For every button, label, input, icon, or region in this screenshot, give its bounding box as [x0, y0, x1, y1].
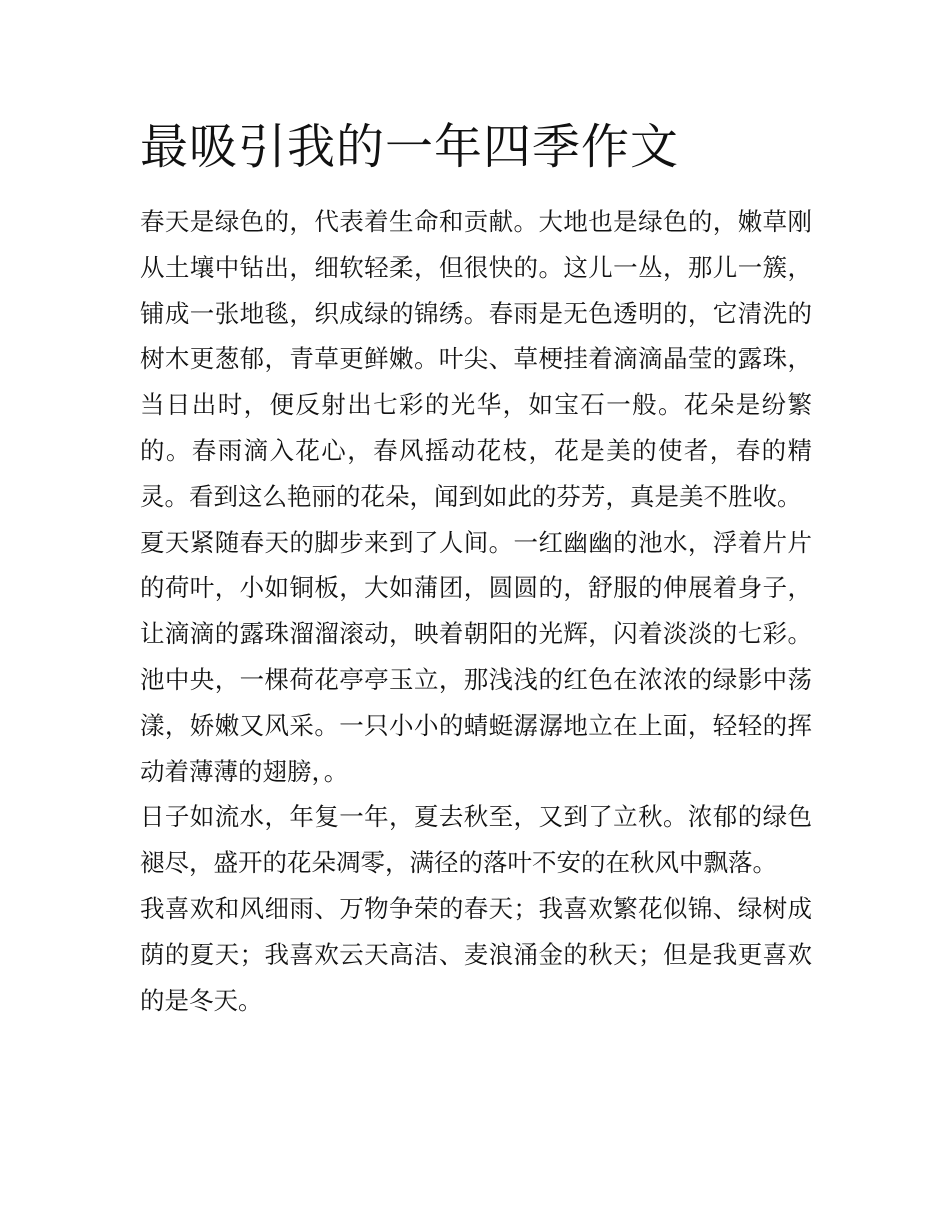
paragraph-spring: 春天是绿色的，代表着生命和贡献。大地也是绿色的，嫩草刚从土壤中钻出，细软轻柔，但很快的。这儿一丛，那儿一簇，铺成一张地毯，织成绿的锦绣。春雨是无色透明的，它清洗的树木更葱郁，青草更鲜嫩。叶尖、草梗挂着滴滴晶莹的露珠，当日出时，便反射出七彩的光华，如宝石一般。花朵是纷繁的。春雨滴入花心，春风摇动花枝，花是美的使者，春的精灵。看到这么艳丽的花朵，闻到如此的芬芳，真是美不胜收。 [140, 207, 812, 511]
paragraph-conclusion: 我喜欢和风细雨、万物争荣的春天；我喜欢繁花似锦、绿树成荫的夏天；我喜欢云天高洁、麦浪涌金的秋天；但是我更喜欢的是冬天。 [140, 893, 812, 1015]
document-body [140, 199, 812, 1023]
paragraph-autumn: 日子如流水，年复一年，夏去秋至，又到了立秋。浓郁的绿色褪尽，盛开的花朵凋零，满径的落叶不安的在秋风中飘落。 [140, 802, 812, 878]
paragraph-summer: 夏天紧随春天的脚步来到了人间。一红幽幽的池水，浮着片片的荷叶，小如铜板，大如蒲团，圆圆的，舒服的伸展着身子，让滴滴的露珠溜溜滚动，映着朝阳的光辉，闪着淡淡的七彩。池中央，一棵荷花亭亭玉立，那浅浅的红色在浓浓的绿影中荡漾，娇嫩又风采。一只小小的蜻蜓潺潺地立在上面，轻轻的挥动着薄薄的翅膀，。 [140, 527, 812, 786]
document-title: 最吸引我的一年四季作文 [140, 119, 680, 175]
